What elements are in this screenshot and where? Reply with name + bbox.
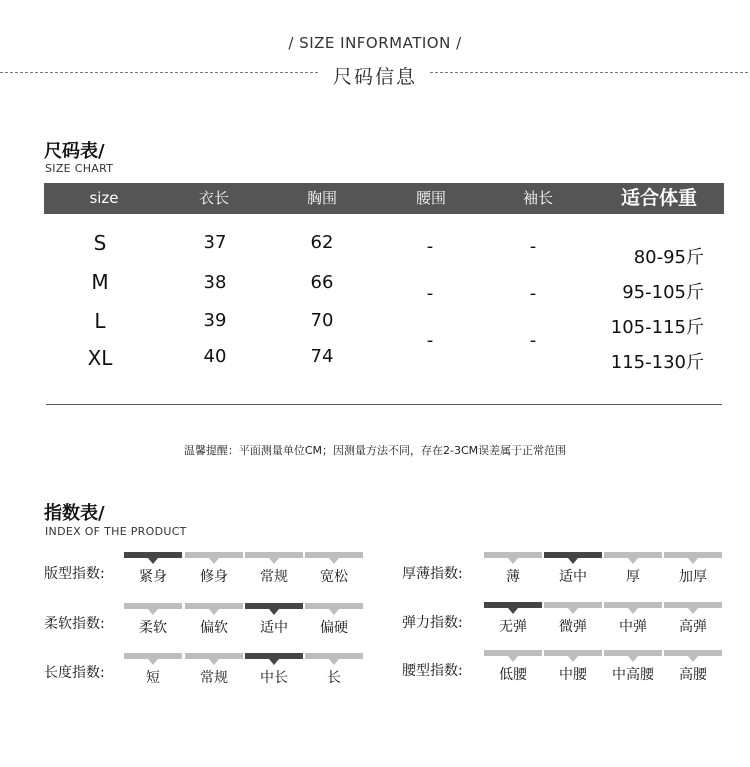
index-option-waist: 中高腰 (604, 650, 662, 680)
index-option-fit: 常规 (245, 552, 303, 582)
header-cell-waist: 腰围 (415, 189, 446, 207)
cell-weight: 95-105斤 (622, 282, 704, 303)
index-label-softness: 柔软指数: (44, 616, 105, 632)
table-bottom-rule (46, 404, 722, 405)
index-option-softness: 偏软 (185, 603, 243, 633)
cell-chest: 70 (310, 310, 334, 331)
cell-waist: - (426, 236, 434, 257)
index-label-waist: 腰型指数: (402, 663, 463, 679)
index-option-elastic: 中弹 (604, 602, 662, 632)
index-option-length: 短 (124, 653, 182, 683)
cell-sleeve: - (529, 283, 537, 304)
index-option-length: 中长 (245, 653, 303, 683)
index-option-softness: 柔软 (124, 603, 182, 633)
header-title-en: / SIZE INFORMATION / (288, 34, 462, 52)
cell-size: L (94, 309, 106, 333)
index-option-length: 长 (305, 653, 363, 683)
cell-length: 38 (203, 272, 227, 293)
cell-length: 40 (203, 346, 227, 367)
index-option-waist: 低腰 (484, 650, 542, 680)
cell-weight: 80-95斤 (633, 247, 704, 268)
index-option-elastic: 无弹 (484, 602, 542, 632)
index-label-thickness: 厚薄指数: (402, 566, 463, 582)
index-option-thickness: 薄 (484, 552, 542, 582)
header-cell-weight: 适合体重 (620, 187, 697, 209)
cell-weight: 115-130斤 (610, 352, 704, 373)
cell-sleeve: - (529, 330, 537, 351)
header-cell-chest: 胸围 (306, 189, 337, 207)
header-cell-size: size (89, 189, 119, 207)
index-label-elastic: 弹力指数: (402, 615, 463, 631)
index-label-length: 长度指数: (44, 665, 105, 681)
cell-chest: 74 (310, 346, 334, 367)
size-table-header (44, 183, 724, 214)
index-option-softness: 适中 (245, 603, 303, 633)
cell-chest: 62 (310, 232, 334, 253)
cell-size: XL (87, 346, 113, 370)
index-option-thickness: 加厚 (664, 552, 722, 582)
index-option-elastic: 高弹 (664, 602, 722, 632)
cell-waist: - (426, 283, 434, 304)
index-option-fit: 修身 (185, 552, 243, 582)
cell-length: 37 (203, 232, 227, 253)
cell-chest: 66 (310, 272, 334, 293)
index-option-elastic: 微弹 (544, 602, 602, 632)
cell-size: S (93, 231, 107, 255)
index-title: 指数表/ (44, 503, 105, 524)
index-option-waist: 中腰 (544, 650, 602, 680)
measurement-note: 温馨提醒：平面测量单位CM；因测量方法不同，存在2-3CM误差属于正常范围 (183, 444, 567, 457)
cell-sleeve: - (529, 236, 537, 257)
cell-waist: - (426, 330, 434, 351)
size-chart-subtitle: SIZE CHART (45, 162, 114, 175)
index-subtitle: INDEX OF THE PRODUCT (45, 525, 187, 538)
index-option-waist: 高腰 (664, 650, 722, 680)
index-option-length: 常规 (185, 653, 243, 683)
index-option-thickness: 适中 (544, 552, 602, 582)
index-option-fit: 宽松 (305, 552, 363, 582)
header-title-zh: 尺码信息 (332, 66, 417, 88)
header-divider-right (430, 72, 748, 73)
header-divider-left (0, 72, 318, 73)
header-cell-sleeve: 袖长 (522, 189, 553, 207)
header-cell-length: 衣长 (198, 189, 229, 207)
index-option-thickness: 厚 (604, 552, 662, 582)
index-option-softness: 偏硬 (305, 603, 363, 633)
size-chart-title: 尺码表/ (44, 141, 105, 162)
cell-size: M (91, 270, 109, 294)
index-label-fit: 版型指数: (44, 566, 105, 582)
cell-weight: 105-115斤 (610, 317, 704, 338)
cell-length: 39 (203, 310, 227, 331)
index-option-fit: 紧身 (124, 552, 182, 582)
